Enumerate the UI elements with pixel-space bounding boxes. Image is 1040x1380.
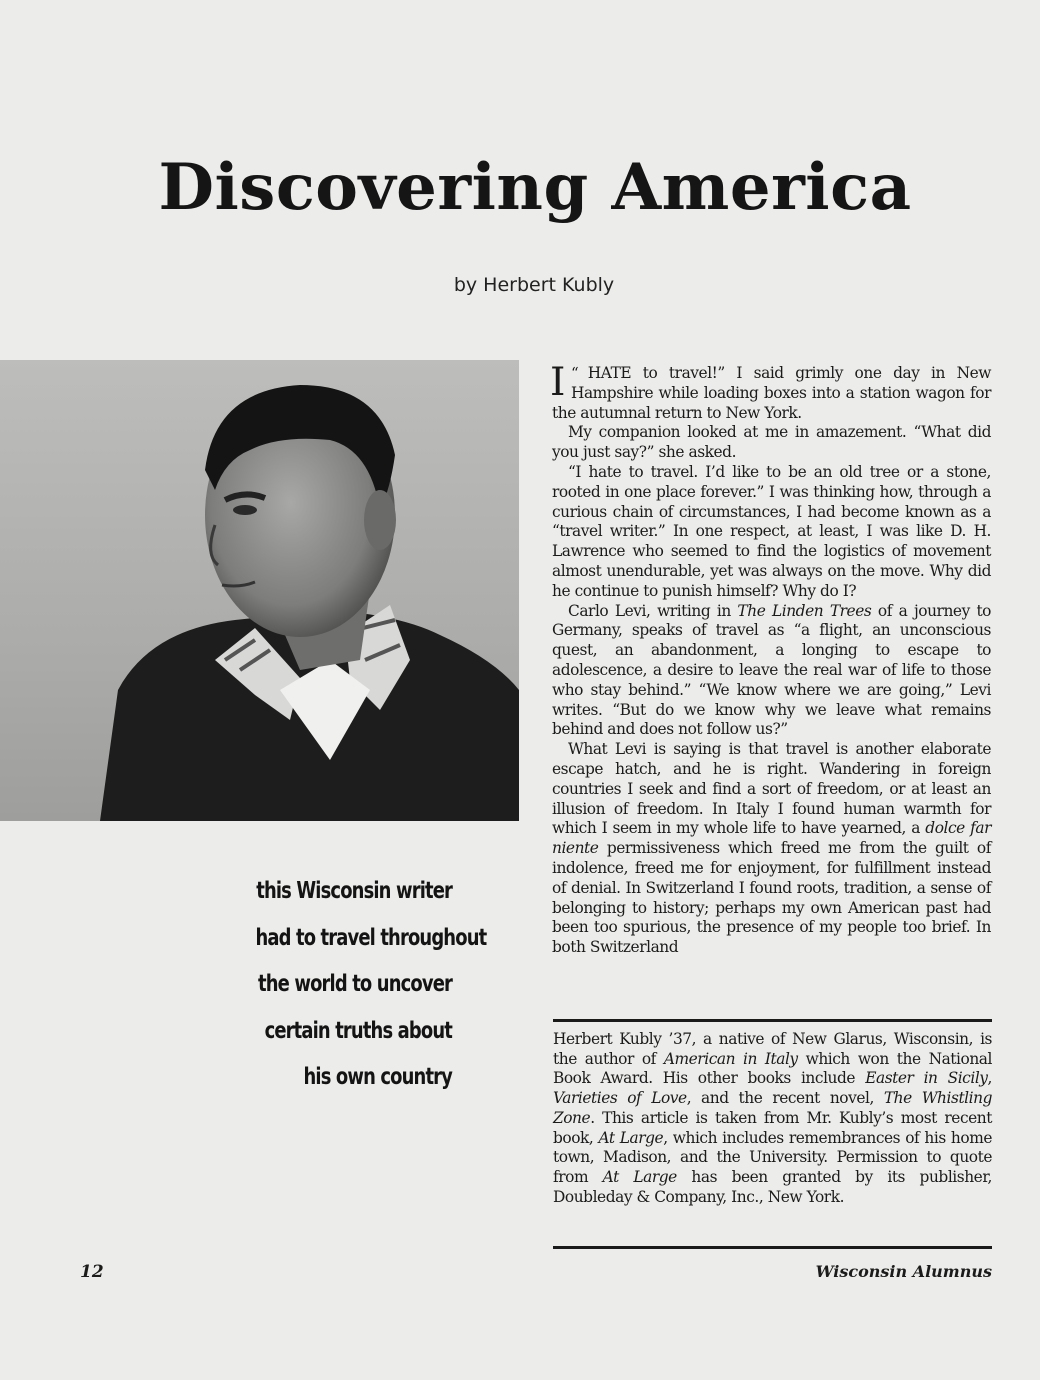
- book-title: At Large: [598, 1128, 664, 1147]
- deck-line: this Wisconsin writer: [256, 878, 452, 904]
- book-title: Varieties of Love: [553, 1089, 687, 1108]
- page-number: 12: [80, 1262, 104, 1282]
- article-title: Discovering America: [158, 150, 912, 225]
- deck-line: his own country: [303, 1064, 452, 1090]
- open-quote: “: [570, 364, 579, 382]
- deck-line: the world to uncover: [258, 971, 452, 997]
- paragraph-text: HATE to travel!” I said grimly one day in New Hampshire while loading boxes into a station wagon for the autumnal return to New York.: [552, 364, 991, 422]
- bio-text: , which includes remembrances of his home town, Madison, and the University. Permission to quote from: [553, 1128, 993, 1186]
- drop-cap: I: [550, 360, 565, 405]
- body-paragraph: “I hate to travel. I’d like to be an old tree or a stone, rooted in one place forever.” I was thinking how, through a curious chain of circumstances, I had become known as a “travel writer.” In one respect, at least, I was like D. H. Lawrence who seemed to find the logistics of movement almost unendurable, yet was always on the move. Why did he continue to punish himself? Why do I?: [552, 462, 991, 600]
- author-portrait-photo: [0, 360, 519, 821]
- paragraph-text: What Levi is saying is that travel is another elaborate escape hatch, and he is right. Wandering in foreign countries I seek and find a sort of freedom, or at least an illusion of freedom. In Italy I found human warmth for which I seem in my whole life to have yearned, a: [552, 740, 991, 838]
- body-paragraph: [552, 602, 991, 741]
- bio-text: , and the recent novel,: [686, 1089, 884, 1108]
- portrait-icon: [0, 360, 519, 821]
- paragraph-text: of a journey to Germany, speaks of travel as “a flight, an unconscious quest, an abandonment, a longing to escape to adolescence, a desire to leave the real war of life to those who stay behind.” “We know where we are going,” Levi writes. “But do we know why we leave what remains behind and does not follow us?”: [552, 601, 991, 739]
- paragraph-text: Carlo Levi, writing in: [568, 601, 738, 620]
- article-deck: [255, 868, 487, 1101]
- bio-text: . This article is taken from Mr. Kubly’s most recent book,: [553, 1108, 992, 1147]
- book-title: The Linden Trees: [737, 601, 872, 620]
- body-paragraph: My companion looked at me in amazement. “What did you just say?” she asked.: [552, 423, 991, 462]
- italic-phrase: dolce far niente: [552, 819, 991, 858]
- bio-text: Herbert Kubly ’37, a native of New Glarus, Wisconsin, is the author of: [553, 1030, 992, 1068]
- bio-rule-bottom: [553, 1246, 992, 1249]
- book-title: Easter in Sicily: [865, 1069, 988, 1088]
- bio-text: has been granted by its publisher, Doubleday & Company, Inc., New York.: [553, 1167, 992, 1206]
- author-bio: [553, 1030, 992, 1207]
- body-paragraph: [552, 740, 991, 958]
- book-title: American in Italy: [663, 1049, 798, 1068]
- book-title: The Whistling Zone: [553, 1089, 992, 1127]
- article-body: [550, 360, 991, 958]
- deck-line: had to travel throughout: [255, 924, 487, 951]
- book-title: At Large: [602, 1167, 677, 1186]
- paragraph-text: permissiveness which freed me from the guilt of indolence, freed me for enjoyment, for fulfillment instead of denial. In Switzerland I found roots, tradition, a sense of belonging to history; perhaps my own American past had been too spurious, the presence of my people too brief. In both Switzerland: [552, 839, 991, 957]
- article-byline: by Herbert Kubly: [453, 274, 615, 296]
- deck-line: certain truths about: [264, 1017, 452, 1044]
- body-paragraph: [550, 360, 991, 423]
- bio-rule-top: [553, 1019, 992, 1022]
- bio-text: which won the National Book Award. His other books include: [553, 1049, 992, 1088]
- bio-text: ,: [987, 1069, 992, 1088]
- publication-name: Wisconsin Alumnus: [815, 1262, 992, 1281]
